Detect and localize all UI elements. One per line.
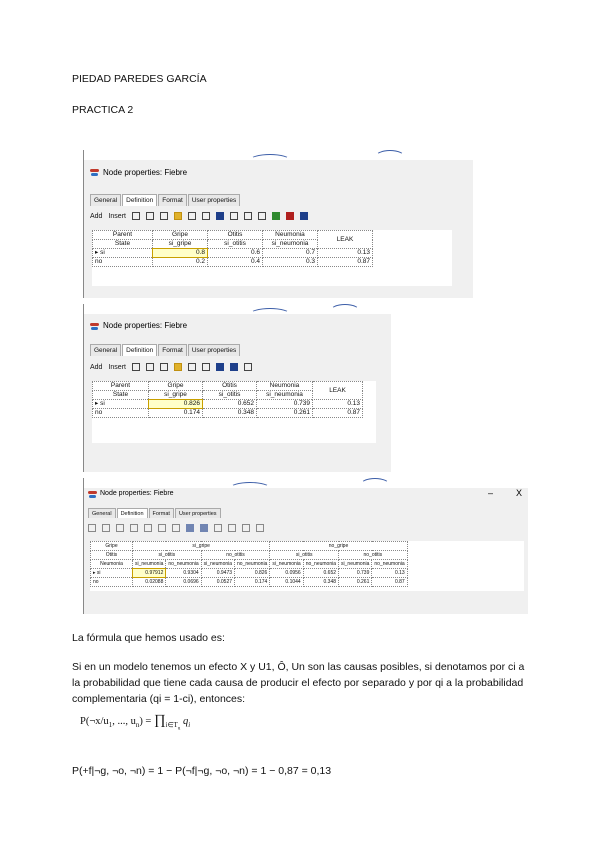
add-icon[interactable]	[88, 524, 96, 532]
row-label[interactable]: no	[93, 258, 153, 267]
header-neumonia: Neumonia	[91, 560, 133, 569]
tab-definition[interactable]: Definition	[122, 194, 157, 206]
cell[interactable]: 0.174	[149, 409, 203, 418]
header-gripe: Gripe	[149, 382, 203, 391]
formula-lhs: P(¬x/u	[80, 716, 109, 727]
view-icon[interactable]	[214, 524, 222, 532]
tab-general[interactable]: General	[90, 194, 121, 206]
tab-user-properties[interactable]: User properties	[188, 194, 240, 206]
chart-icon[interactable]	[242, 524, 250, 532]
table-row	[91, 578, 408, 587]
cell[interactable]: 0.652	[303, 569, 338, 578]
state-si-otitis: si_otitis	[133, 551, 202, 560]
cell[interactable]: 0.9304	[166, 569, 201, 578]
chart-icon[interactable]	[272, 212, 280, 220]
view-icon[interactable]	[244, 212, 252, 220]
row-label[interactable]: ▸ si	[93, 249, 153, 258]
complement-icon[interactable]	[230, 363, 238, 371]
paste-icon[interactable]	[160, 363, 168, 371]
header-gripe: Gripe	[91, 542, 133, 551]
cell[interactable]: 0.97912	[133, 569, 166, 578]
complement-icon[interactable]	[230, 212, 238, 220]
sum-icon[interactable]	[188, 363, 196, 371]
formula-eq: ) =	[139, 716, 154, 727]
cell[interactable]: 0.0696	[166, 578, 201, 587]
cell[interactable]: 0.348	[203, 409, 257, 418]
paragraph-result: P(+f|¬g, ¬o, ¬n) = 1 − P(¬f|¬g, ¬o, ¬n) = 1 − 0,87 = 0,13	[72, 765, 332, 777]
copy-icon[interactable]	[146, 212, 154, 220]
header-parent: Parent	[93, 231, 153, 240]
app-icon	[90, 323, 99, 330]
toolbar	[88, 522, 270, 534]
delete-icon[interactable]	[132, 363, 140, 371]
cell[interactable]: 0.3	[263, 258, 318, 267]
cell[interactable]: 0.0527	[201, 578, 234, 587]
grid-icon[interactable]	[258, 212, 266, 220]
grid-icon[interactable]	[228, 524, 236, 532]
state-otitis: si_otitis	[208, 240, 263, 249]
tab-definition[interactable]: Definition	[117, 508, 148, 518]
screenshot-2	[80, 304, 391, 472]
highlight-icon[interactable]	[174, 212, 182, 220]
cell[interactable]: 0.13	[318, 249, 373, 258]
header-state: State	[93, 240, 153, 249]
tab-format[interactable]: Format	[158, 344, 187, 356]
add-button[interactable]: Add	[90, 212, 103, 220]
noisy-or-icon[interactable]	[216, 212, 224, 220]
state-no-otitis: no_otitis	[201, 551, 270, 560]
cell[interactable]: 0.1044	[270, 578, 303, 587]
table-row	[91, 569, 408, 578]
header-neumonia: Neumonia	[257, 382, 313, 391]
cell[interactable]: 0.739	[257, 400, 313, 409]
state-no-neumonia: no_neumonia	[235, 560, 270, 569]
paste-icon[interactable]	[144, 524, 152, 532]
state-si-otitis: si_otitis	[270, 551, 339, 560]
formula-product: ∏	[153, 713, 166, 728]
tab-general[interactable]: General	[88, 508, 116, 518]
cell[interactable]: 0.87	[318, 258, 373, 267]
complement-icon[interactable]	[200, 524, 208, 532]
cell[interactable]: 0.261	[257, 409, 313, 418]
header-neumonia: Neumonia	[263, 231, 318, 240]
normalize-icon[interactable]	[202, 212, 210, 220]
formula-qi: i	[188, 721, 191, 730]
add-button[interactable]: Add	[90, 363, 103, 371]
practice-title: PRACTICA 2	[72, 104, 134, 116]
copy-icon[interactable]	[146, 363, 154, 371]
sense-icon[interactable]	[256, 524, 264, 532]
formula	[80, 713, 190, 731]
copy-icon[interactable]	[130, 524, 138, 532]
sum-icon[interactable]	[188, 212, 196, 220]
formula-product-subsub: u	[177, 726, 181, 732]
sum-icon[interactable]	[158, 524, 166, 532]
screenshot-3	[80, 478, 528, 614]
insert-button[interactable]: Insert	[108, 363, 126, 371]
probability-table	[92, 230, 452, 286]
tab-bar	[90, 194, 241, 206]
state-si-neumonia: si_neumonia	[201, 560, 234, 569]
cell[interactable]: 0.02088	[133, 578, 166, 587]
minimize-button[interactable]: –	[488, 488, 494, 498]
cell[interactable]: 0.87	[313, 409, 363, 418]
state-si-neumonia: si_neumonia	[270, 560, 303, 569]
toolbar	[90, 210, 314, 222]
cell[interactable]: 0.261	[339, 578, 372, 587]
cell[interactable]: 0.13	[372, 569, 407, 578]
cell[interactable]: 0.7	[263, 249, 318, 258]
header-otitis: Otitis	[208, 231, 263, 240]
formula-sub-1: 1	[108, 721, 113, 730]
cell[interactable]: 0.826	[149, 400, 203, 409]
insert-icon[interactable]	[102, 524, 110, 532]
row-label[interactable]: no	[93, 409, 149, 418]
formula-product-sub: i∈T	[165, 721, 178, 730]
state-neumonia: si_neumonia	[263, 240, 318, 249]
window-title: Node properties: Fiebre	[100, 490, 174, 497]
state-gripe: si_gripe	[153, 240, 208, 249]
tab-bar	[90, 344, 241, 356]
header-otitis: Otitis	[203, 382, 257, 391]
toolbar	[90, 361, 258, 373]
bar-icon[interactable]	[300, 212, 308, 220]
row-label[interactable]: no	[91, 578, 133, 587]
close-button[interactable]: X	[516, 488, 523, 498]
noisy-or-icon[interactable]	[186, 524, 194, 532]
cell[interactable]: 0.2	[153, 258, 208, 267]
insert-button[interactable]: Insert	[108, 212, 126, 220]
cell[interactable]: 0.4	[208, 258, 263, 267]
tab-bar	[88, 508, 222, 518]
state-si-neumonia: si_neumonia	[339, 560, 372, 569]
cell[interactable]: 0.652	[203, 400, 257, 409]
state-no-otitis: no_otitis	[339, 551, 408, 560]
probability-table	[92, 381, 376, 443]
state-no-gripe: no_gripe	[270, 542, 407, 551]
header-state: State	[93, 391, 149, 400]
paragraph-formula-intro: La fórmula que hemos usado es:	[72, 632, 225, 644]
state-no-neumonia: no_neumonia	[372, 560, 407, 569]
cell[interactable]: 0.348	[303, 578, 338, 587]
state-si-gripe: si_gripe	[133, 542, 270, 551]
cell[interactable]: 0.739	[339, 569, 372, 578]
cell[interactable]: 0.0956	[270, 569, 303, 578]
normalize-icon[interactable]	[172, 524, 180, 532]
cell[interactable]: 0.9473	[201, 569, 234, 578]
row-label[interactable]: ▸ si	[91, 569, 133, 578]
header-leak: LEAK	[318, 231, 373, 249]
tab-user-properties[interactable]: User properties	[188, 344, 240, 356]
tab-format[interactable]: Format	[158, 194, 187, 206]
cell[interactable]: 0.174	[235, 578, 270, 587]
tab-general[interactable]: General	[90, 344, 121, 356]
table-row	[93, 409, 363, 418]
state-neumonia: si_neumonia	[257, 391, 313, 400]
tab-user-properties[interactable]: User properties	[175, 508, 221, 518]
state-si-neumonia: si_neumonia	[133, 560, 166, 569]
table-row	[93, 258, 373, 267]
author-name: PIEDAD PAREDES GARCÍA	[72, 73, 207, 85]
state-otitis: si_otitis	[203, 391, 257, 400]
paragraph-explanation: Si en un modelo tenemos un efecto X y U1, Ô, Un son las causas posibles, si denotamos por ci a la probabilidad que tiene cada causa de producir el efecto por separado y por qi a la probabilidad complementaria (qi = 1-ci), entonces:	[72, 661, 525, 705]
tab-format[interactable]: Format	[149, 508, 174, 518]
cell[interactable]: 0.6	[208, 249, 263, 258]
noisy-or-icon[interactable]	[216, 363, 224, 371]
app-icon	[90, 169, 99, 176]
cell[interactable]: 0.826	[235, 569, 270, 578]
normalize-icon[interactable]	[202, 363, 210, 371]
view-icon[interactable]	[244, 363, 252, 371]
state-no-neumonia: no_neumonia	[166, 560, 201, 569]
delete-icon[interactable]	[132, 212, 140, 220]
cell[interactable]: 0.87	[372, 578, 407, 587]
delete-icon[interactable]	[116, 524, 124, 532]
header-leak: LEAK	[313, 382, 363, 400]
paste-icon[interactable]	[160, 212, 168, 220]
header-otitis: Otitis	[91, 551, 133, 560]
screenshot-1	[80, 150, 473, 298]
formula-q: q	[182, 716, 189, 727]
app-icon	[88, 491, 97, 498]
expanded-probability-table	[90, 541, 524, 591]
cell[interactable]: 0.13	[313, 400, 363, 409]
tab-definition[interactable]: Definition	[122, 344, 157, 356]
highlight-icon[interactable]	[174, 363, 182, 371]
cell[interactable]: 0.8	[153, 249, 208, 258]
window-title: Node properties: Fiebre	[103, 321, 188, 330]
formula-dots: , ..., u	[112, 716, 136, 727]
window-title: Node properties: Fiebre	[103, 168, 188, 177]
sense-icon[interactable]	[286, 212, 294, 220]
table-row	[93, 249, 373, 258]
table-row	[93, 400, 363, 409]
header-gripe: Gripe	[153, 231, 208, 240]
row-label[interactable]: ▸ si	[93, 400, 149, 409]
header-parent: Parent	[93, 382, 149, 391]
state-no-neumonia: no_neumonia	[303, 560, 338, 569]
formula-sub-n: n	[135, 721, 140, 730]
state-gripe: si_gripe	[149, 391, 203, 400]
